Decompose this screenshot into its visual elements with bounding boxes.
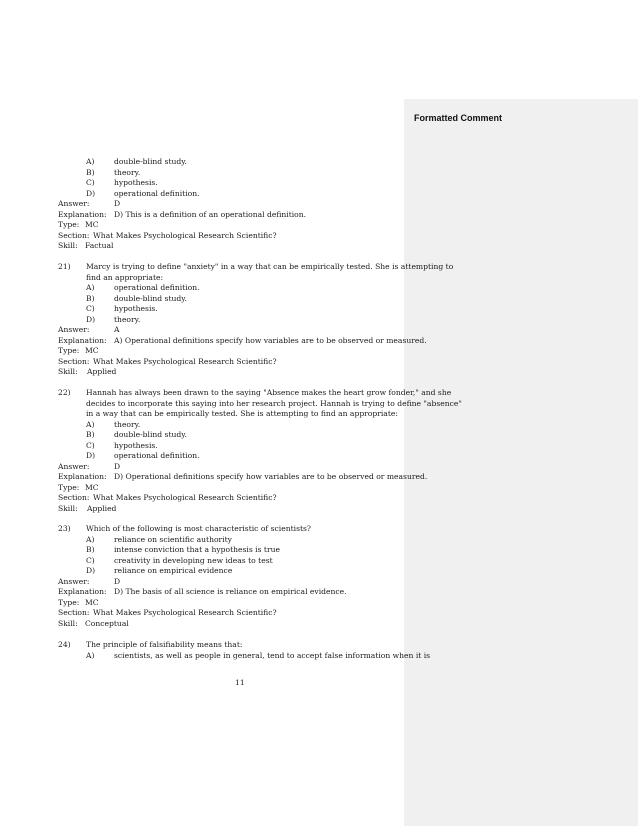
page-number: 11: [235, 678, 245, 687]
comment-margin-panel: [404, 99, 638, 826]
document-page: Formatted Comment A) double-blind study. B) theory. C) hypothesis. D) operational definition. Answer: D Explanation: D) This is a definition of an operational definition. Type: MC Section: What Makes Psychological Research Scientific? Skill: Factual 21) Marcy is trying to define "anxiety" in a way that can be empirically tested. She is attempting to find an appropriate: A) operational definition. B) double-blind study. C) hypothesis. D) theory. Answer: A Explanation: A) Operational definitions specify how variables are to be observed or measured. Type: MC Section: What Makes Psychological Research Scientific? Skill: Applied 22) Hannah has always been drawn to the saying "Absence makes the heart grow fonder," and she decides to incorporate this saying into her research project. Hannah is trying to define "absence" in a way that can be empirically tested. She is attempting to find an appropriate: A) theory. B) double-blind study. C) hypothesis. D) operational definition. Answer: D Explanation: D) Operational definitions specify how variables are to be observed or measured. Type: MC Section: What Makes Psychological Research Scientific? Skill: Applied 23) Which of the following is most characteristic of scientists? A) reliance on scientific authority B) intense conviction that a hypothesis is true C) creativity in developing new ideas to test D) reliance on empirical evidence Answer: D Explanation: D) The basis of all science is reliance on empirical evidence. Type: MC Section: What Makes Psychological Research Scientific? Skill: Conceptual 24) The principle of falsifiability means that: A) scientists, as well as people in general, tend to accept false information when it is 11: [0, 0, 638, 826]
formatted-comment-label[interactable]: Formatted Comment: [414, 113, 503, 123]
